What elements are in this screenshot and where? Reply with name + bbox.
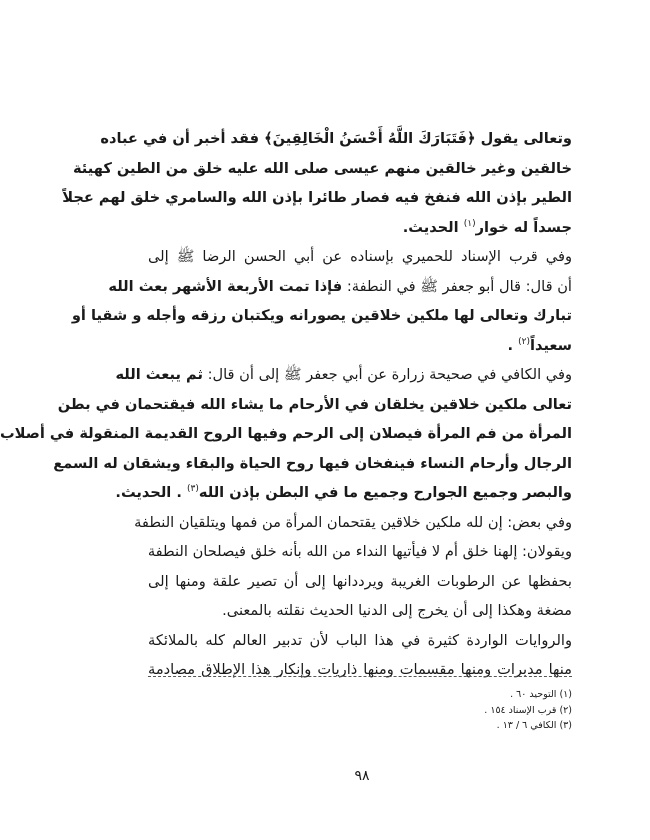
line-text: تبارك وتعالى لها ملكين خلاقين يصورانه ويكتبان رزقه وأجله و شقيا أو bbox=[71, 307, 572, 324]
text-line bbox=[0, 419, 572, 449]
text-line bbox=[148, 596, 572, 626]
text-line bbox=[57, 390, 572, 420]
text-line bbox=[148, 242, 572, 272]
paragraph bbox=[62, 124, 572, 242]
text-line bbox=[148, 331, 572, 361]
text-line bbox=[148, 567, 572, 597]
text-line bbox=[148, 213, 572, 243]
text-line bbox=[53, 449, 572, 479]
text-line bbox=[115, 478, 572, 508]
line-tail: الحديث. bbox=[402, 218, 464, 236]
page-number: ٩٨ bbox=[354, 768, 370, 784]
footnote: (٣) الكافي ٦ / ١٣ . bbox=[496, 720, 572, 731]
line-text: والروايات الواردة كثيرة في هذا الباب لأن تدبير العالم كله بالملائكة bbox=[148, 631, 572, 649]
line-text: وتعالى يقول ﴿فَتَبَارَكَ اللَّهُ أَحْسَنُ الْخَالِقِينَ﴾ فقد أخبر أن في عباده bbox=[100, 130, 572, 147]
paragraph bbox=[0, 360, 572, 508]
line-text: جسداً له خوار bbox=[475, 218, 572, 236]
text-line bbox=[72, 154, 572, 184]
paragraph bbox=[71, 242, 572, 360]
footnote: (٢) قرب الإسناد ١٥٤ . bbox=[484, 704, 572, 716]
line-text: الرجال وأرحام النساء فينفخان فيها روح الحياة والبقاء ويشقان له السمع bbox=[53, 454, 572, 472]
line-text: والبصر وجميع الجوارح وجميع ما في البطن بإذن الله bbox=[198, 484, 572, 501]
text-line bbox=[115, 360, 572, 390]
line-text: تعالى ملكين خلاقين يخلقان في الأرحام ما يشاء الله فيقتحمان في بطن bbox=[57, 395, 572, 413]
footnote-marker: (١) bbox=[463, 218, 476, 229]
quoted-text: فإذا تمت الأربعة الأشهر بعث الله bbox=[108, 277, 343, 295]
line-text: المرأة من فم المرأة فيصلان إلى الرحم وفيها الروح القديمة المنقولة في أصلاب bbox=[0, 425, 572, 442]
line-text: وفي قرب الإسناد للحميري بإسناده عن أبي الحسن الرضا ﷺ إلى bbox=[148, 248, 572, 265]
footnote-marker: (٣) bbox=[187, 484, 199, 495]
footnote: (١) التوحيد ٦٠ . bbox=[510, 689, 572, 700]
line-text: ويقولان: إلهنا خلق أم لا فيأتيها النداء من الله بأنه خلق فيصلحان النطفة bbox=[147, 543, 572, 560]
text-line bbox=[148, 537, 572, 567]
text-line bbox=[71, 301, 572, 331]
footnote-marker: (٢) bbox=[518, 336, 531, 347]
text-line bbox=[62, 183, 572, 213]
line-text: سعيداً bbox=[530, 336, 572, 354]
footnotes bbox=[148, 687, 572, 734]
quoted-text: ثم يبعث الله bbox=[115, 366, 203, 383]
line-text: خالقين وغير خالقين منهم عيسى صلى الله عليه خلق من الطين كهيئة bbox=[72, 159, 572, 177]
line-text: أن قال: قال أبو جعفر ﷺ في النطفة: bbox=[342, 277, 572, 295]
text-line bbox=[134, 508, 572, 538]
text-line bbox=[148, 626, 572, 656]
line-text: منها مدبرات ومنها مقسمات ومنها ذاريات وإنكار هذا الإطلاق مصادمة bbox=[148, 661, 572, 678]
text-line bbox=[108, 272, 572, 302]
line-text: وفي الكافي في صحيحة زرارة عن أبي جعفر ﷺ إلى أن قال: bbox=[202, 366, 572, 383]
line-text: بحفظها عن الرطوبات الغريبة ويرددانها إلى أن تصير علقة ومنها إلى bbox=[148, 572, 572, 590]
text-line bbox=[100, 124, 572, 154]
line-text: الطير بإذن الله فنفخ فيه فصار طائرا بإذن الله والسامري خلق لهم عجلاً bbox=[62, 189, 572, 206]
text-line bbox=[148, 655, 572, 685]
footnote-divider bbox=[148, 676, 572, 677]
line-text: وفي بعض: إن لله ملكين خلاقين يقتحمان المرأة من فمها ويتلقيان النطفة bbox=[134, 513, 572, 531]
line-tail: . bbox=[507, 336, 519, 354]
line-text: مضغة وهكذا إلى أن يخرج إلى الدنيا الحديث نقلته بالمعنى. bbox=[222, 602, 572, 619]
paragraph bbox=[134, 508, 572, 626]
line-tail: . الحديث. bbox=[115, 484, 188, 501]
main-text bbox=[0, 124, 572, 685]
